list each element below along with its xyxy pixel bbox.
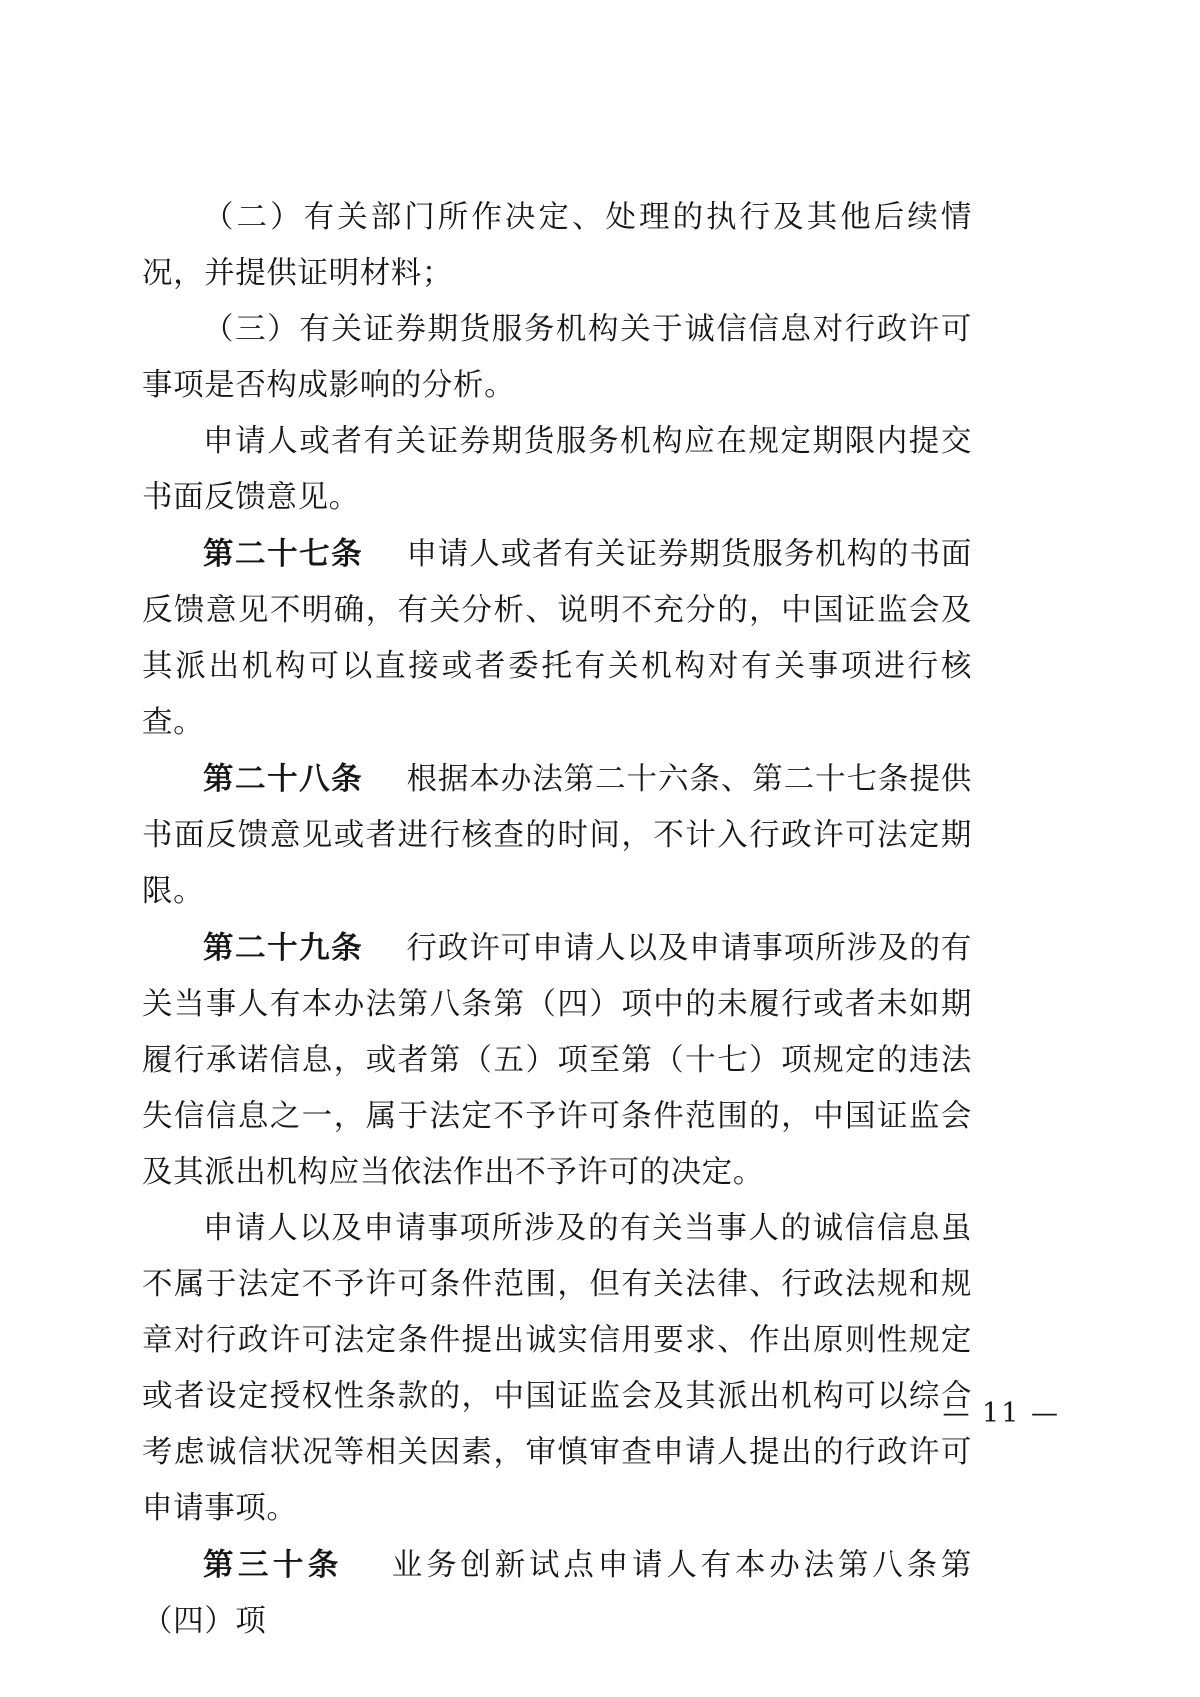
article-number-30: 第三十条 <box>203 1547 343 1583</box>
paragraph-feedback-deadline <box>142 414 972 526</box>
paragraph-item-2 <box>142 190 972 302</box>
paragraph-article-29 <box>142 920 972 1201</box>
paragraph-text: 申请人或者有关证券期货服务机构的书面反馈意见不明确，有关分析、说明不充分的，中国证监会及其派出机构可以直接或者委托有关机构对有关事项进行核查。 <box>142 537 973 740</box>
page-number: — 11 — <box>942 1398 1060 1429</box>
paragraph-text: 根据本办法第二十六条、第二十七条提供书面反馈意见或者进行核查的时间，不计入行政许可法定期限。 <box>142 762 973 909</box>
paragraph-text: 申请人以及申请事项所涉及的有关当事人的诚信信息虽不属于法定不予许可条件范围，但有关法律、行政法规和规章对行政许可法定条件提出诚实信用要求、作出原则性规定或者设定授权性条款的，中国证监会及其派出机构可以综合考虑诚信状况等相关因素，审慎审查申请人提出的行政许可申请事项。 <box>142 1211 972 1526</box>
paragraph-article-30 <box>142 1537 972 1650</box>
paragraph-article-27 <box>142 526 972 751</box>
article-number-28: 第二十八条 <box>203 761 364 797</box>
document-body <box>142 190 972 1650</box>
paragraph-text: 行政许可申请人以及申请事项所涉及的有关当事人有本办法第八条第（四）项中的未履行或者未如期履行承诺信息，或者第（五）项至第（十七）项规定的违法失信信息之一，属于法定不予许可条件范围的，中国证监会及其派出机构应当依法作出不予许可的决定。 <box>142 931 973 1190</box>
article-number-29: 第二十九条 <box>203 930 364 966</box>
paragraph-text: 业务创新试点申请人有本办法第八条第（四）项 <box>142 1548 973 1639</box>
paragraph-article-28 <box>142 751 972 920</box>
paragraph-text: （二）有关部门所作决定、处理的执行及其他后续情况，并提供证明材料； <box>142 200 972 291</box>
paragraph-text: 申请人或者有关证券期货服务机构应在规定期限内提交书面反馈意见。 <box>142 424 972 515</box>
article-number-27: 第二十七条 <box>203 536 364 572</box>
paragraph-text: （三）有关证券期货服务机构关于诚信信息对行政许可事项是否构成影响的分析。 <box>142 312 972 403</box>
paragraph-item-3 <box>142 302 972 414</box>
paragraph-article-29-second <box>142 1201 972 1537</box>
